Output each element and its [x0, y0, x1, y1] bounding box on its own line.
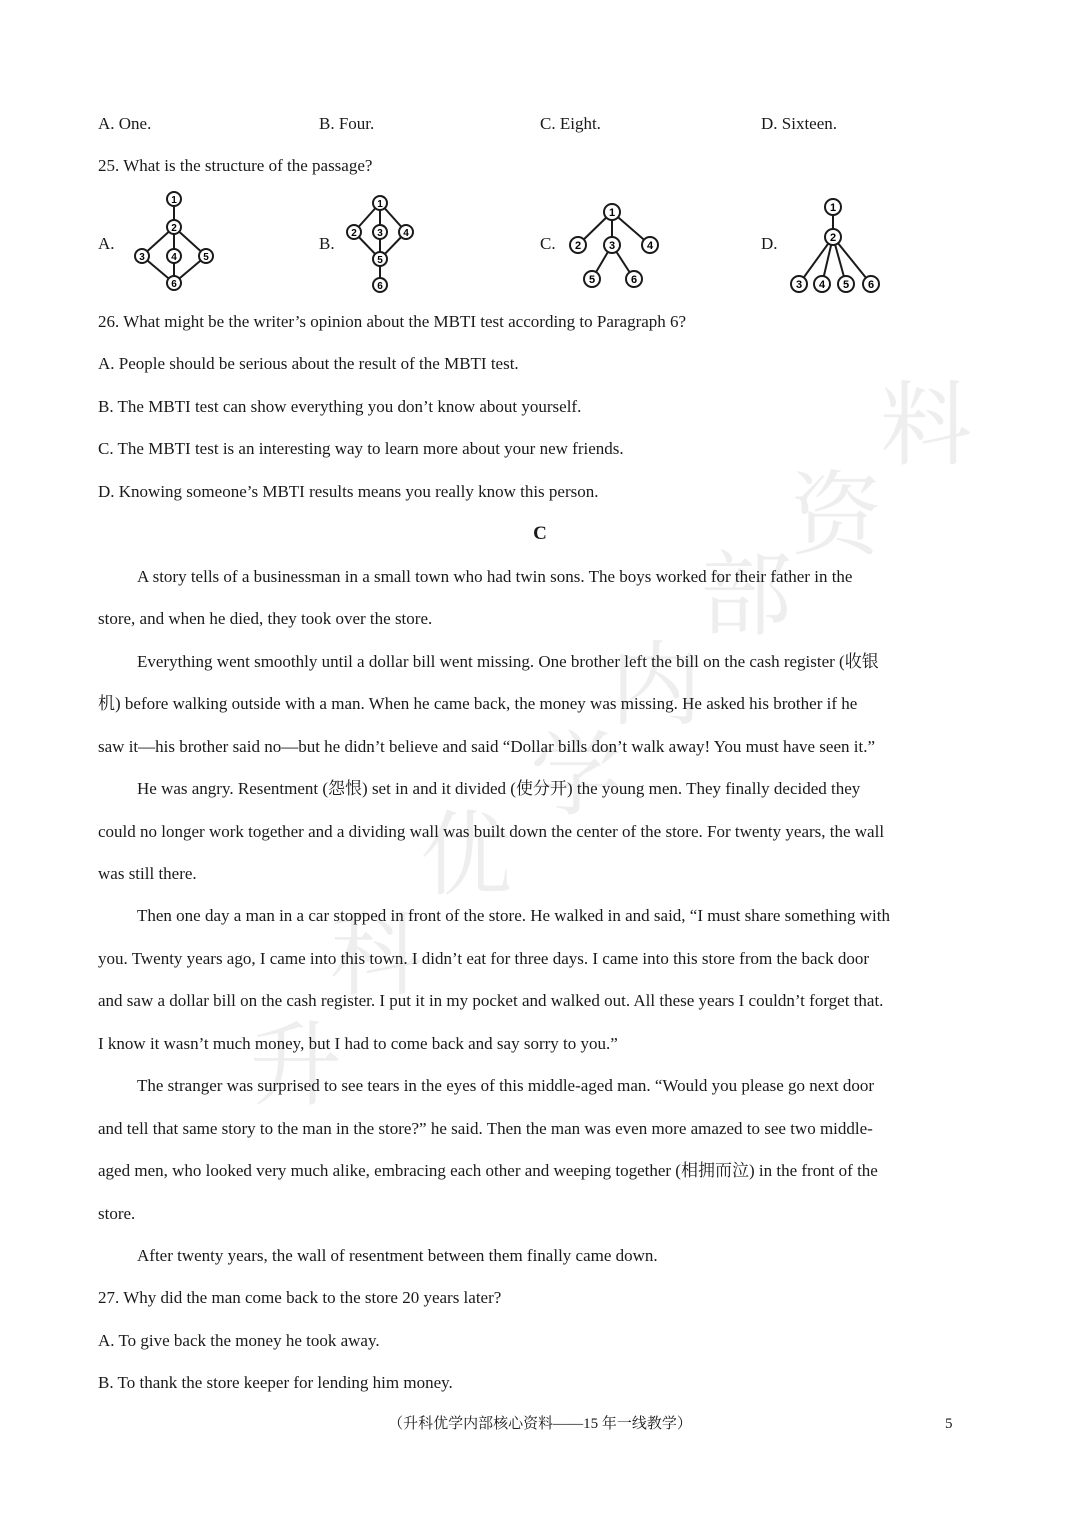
watermark-char: 升	[250, 1012, 343, 1119]
svg-text:5: 5	[377, 255, 383, 266]
svg-text:5: 5	[588, 274, 596, 286]
passage-line: I know it wasn’t much money, but I had to come back and say sorry to you.”	[98, 1034, 618, 1053]
passage-line: saw it—his brother said no—but he didn’t believe and said “Dollar bills don’t walk away! You must have seen it.”	[98, 737, 875, 756]
node-4	[814, 276, 830, 292]
svg-text:4: 4	[646, 240, 654, 252]
structure-diagram-b	[338, 190, 422, 296]
passage-line: could no longer work together and a dividing wall was built down the center of the store. For twenty years, the wall	[98, 822, 885, 841]
svg-text:4: 4	[171, 252, 177, 263]
passage-line: The stranger was surprised to see tears in the eyes of this middle-aged man. “Would you please go next door	[137, 1076, 874, 1095]
passage-line: and saw a dollar bill on the cash register. I put it in my pocket and walked out. All these years I couldn’t forget that.	[98, 991, 884, 1010]
node-3	[135, 249, 149, 263]
passage-line: A story tells of a businessman in a small town who had twin sons. The boys worked for their father in the	[137, 567, 853, 586]
node-1	[167, 192, 181, 206]
page-number: 5	[945, 1416, 953, 1432]
q26-option-a: A. People should be serious about the result of the MBTI test.	[98, 354, 519, 373]
svg-text:3: 3	[795, 279, 803, 291]
node-5	[373, 252, 387, 266]
svg-text:6: 6	[377, 281, 383, 292]
node-1	[825, 199, 841, 215]
nodes	[570, 204, 658, 287]
node-2	[347, 225, 361, 239]
node-2	[825, 229, 841, 245]
passage-line: Then one day a man in a car stopped in front of the store. He walked in and said, “I must share something with	[137, 906, 890, 925]
node-2	[570, 237, 586, 253]
q24-option-a: A. One.	[98, 114, 152, 133]
q26-option-d: D. Knowing someone’s MBTI results means you really know this person.	[98, 482, 599, 501]
q25-label-a: A.	[98, 234, 115, 253]
watermark-char: 资	[790, 462, 883, 569]
passage-line: Everything went smoothly until a dollar bill went missing. One brother left the bill on the cash register (收银	[137, 652, 879, 671]
q24-option-b: B. Four.	[319, 114, 375, 133]
passage-line: was still there.	[98, 864, 197, 883]
q27-option-a: A. To give back the money he took away.	[98, 1331, 380, 1350]
structure-diagram-c	[564, 200, 668, 294]
node-6	[626, 271, 642, 287]
page-footer: （升科优学内部核心资料——15 年一线教学）	[388, 1416, 692, 1432]
passage-line: He was angry. Resentment (怨恨) set in and it divided (使分开) the young men. They finally decided they	[137, 779, 861, 798]
node-2	[167, 220, 181, 234]
node-3	[373, 225, 387, 239]
svg-text:6: 6	[630, 274, 638, 286]
section-heading: C	[533, 523, 547, 544]
q25-label-d: D.	[761, 234, 778, 253]
watermark-char: 学	[530, 722, 623, 829]
node-1	[604, 204, 620, 220]
node-5	[199, 249, 213, 263]
passage-line: you. Twenty years ago, I came into this town. I didn’t eat for three days. I came into this store from the back door	[98, 949, 870, 968]
svg-text:3: 3	[608, 240, 616, 252]
svg-text:2: 2	[351, 228, 357, 239]
structure-diagram-a	[126, 188, 222, 294]
node-1	[373, 196, 387, 210]
svg-text:1: 1	[829, 202, 837, 214]
svg-text:6: 6	[171, 279, 177, 290]
node-3	[604, 237, 620, 253]
q26-option-c: C. The MBTI test is an interesting way to learn more about your new friends.	[98, 439, 624, 458]
q26-stem: 26. What might be the writer’s opinion about the MBTI test according to Paragraph 6?	[98, 312, 687, 331]
svg-text:2: 2	[574, 240, 582, 252]
node-6	[863, 276, 879, 292]
watermark-char: 部	[700, 542, 793, 649]
svg-text:5: 5	[203, 252, 209, 263]
q25-label-b: B.	[319, 234, 335, 253]
svg-text:1: 1	[608, 207, 616, 219]
watermark-char: 科	[330, 902, 423, 1009]
passage-line: store.	[98, 1204, 136, 1223]
passage-line: store, and when he died, they took over the store.	[98, 609, 433, 628]
svg-text:4: 4	[818, 279, 826, 291]
node-3	[791, 276, 807, 292]
q27-stem: 27. Why did the man come back to the store 20 years later?	[98, 1288, 502, 1307]
node-5	[838, 276, 854, 292]
passage-line: 机) before walking outside with a man. When he came back, the money was missing. He asked his brother if he	[98, 694, 858, 713]
passage-line: and tell that same story to the man in the store?” he said. Then the man was even more amazed to see two middle-	[98, 1119, 873, 1138]
nodes	[791, 199, 879, 292]
passage-line: After twenty years, the wall of resentment between them finally came down.	[137, 1246, 658, 1265]
svg-text:3: 3	[377, 228, 383, 239]
passage-line: aged men, who looked very much alike, embracing each other and weeping together (相拥而泣) in the front of the	[98, 1161, 878, 1180]
svg-text:6: 6	[867, 279, 875, 291]
svg-text:3: 3	[139, 252, 145, 263]
svg-text:5: 5	[842, 279, 850, 291]
q24-option-c: C. Eight.	[540, 114, 601, 133]
node-4	[399, 225, 413, 239]
node-4	[642, 237, 658, 253]
svg-text:1: 1	[171, 195, 177, 206]
q25-label-c: C.	[540, 234, 556, 253]
watermark-char: 优	[420, 802, 513, 909]
node-6	[167, 276, 181, 290]
watermark-char: 内	[610, 632, 703, 739]
node-6	[373, 278, 387, 292]
svg-text:2: 2	[829, 232, 837, 244]
node-5	[584, 271, 600, 287]
svg-text:1: 1	[377, 199, 383, 210]
q27-option-b: B. To thank the store keeper for lending him money.	[98, 1373, 453, 1392]
q25-stem: 25. What is the structure of the passage?	[98, 156, 373, 175]
q26-option-b: B. The MBTI test can show everything you don’t know about yourself.	[98, 397, 582, 416]
svg-text:2: 2	[171, 223, 177, 234]
svg-text:4: 4	[403, 228, 409, 239]
node-4	[167, 249, 181, 263]
q24-option-d: D. Sixteen.	[761, 114, 838, 133]
structure-diagram-d	[786, 196, 886, 296]
watermark-char: 料	[880, 372, 973, 479]
